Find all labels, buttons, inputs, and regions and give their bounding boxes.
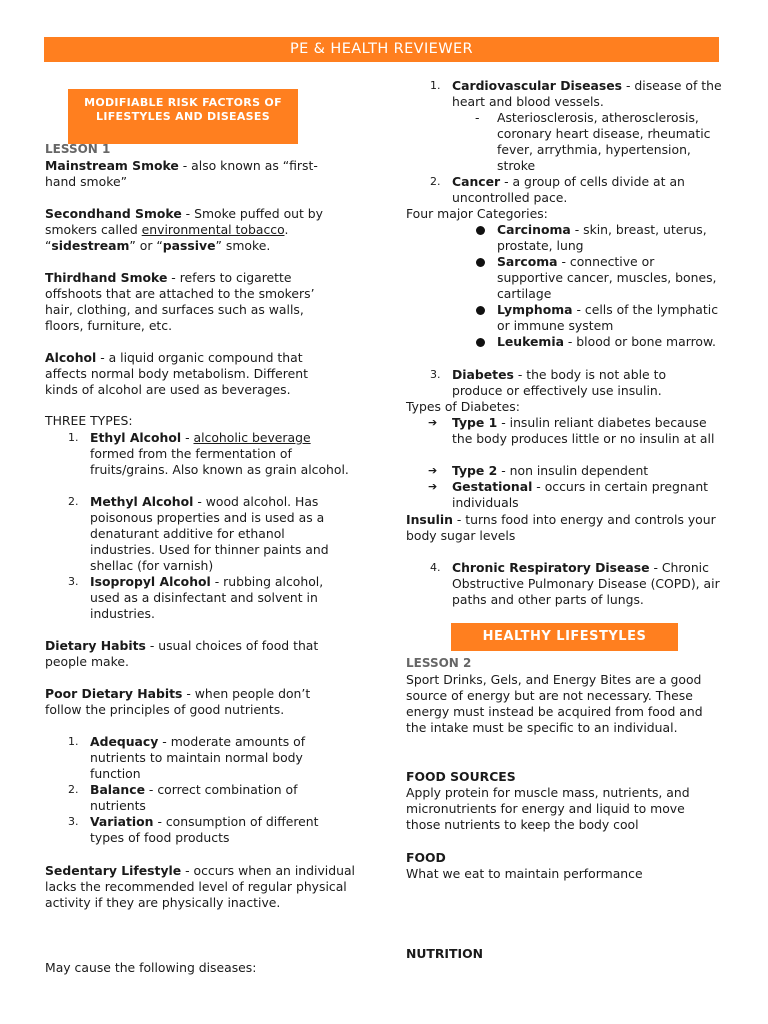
bullet-icon: [476, 226, 485, 235]
alcohol-types-list: [68, 430, 350, 622]
section-tag-risk-factors: MODIFIABLE RISK FACTORS OF LIFESTYLES AND DISEASES: [68, 89, 298, 144]
list-item: ➔ Type 2 - non insulin dependent: [428, 463, 649, 478]
thirdhand-smoke-definition: Thirdhand Smoke - refers to cigarette offshoots that are attached to the smokers’ hair, clothing, and surfaces such as walls, floors, furniture, etc.: [45, 270, 315, 333]
bullet-icon: [476, 338, 485, 347]
food-text: What we eat to maintain performance: [406, 866, 643, 881]
list-item: 3. Variation - consumption of different types of food products: [68, 814, 319, 845]
list-item: 3. Isopropyl Alcohol - rubbing alcohol, used as a disinfectant and solvent in industries.: [68, 574, 324, 621]
list-item: 1. Cardiovascular Diseases - disease of the heart and blood vessels.: [430, 78, 722, 109]
mainstream-smoke-definition: Mainstream Smoke - also known as “first-hand smoke”: [45, 158, 318, 189]
list-item: 2. Methyl Alcohol - wood alcohol. Has poisonous properties and is used as a denaturant additive for ethanol industries. Used for thinner paints and shellac (for varnish): [68, 494, 329, 573]
cardio-sublist: - Asteriosclerosis, atherosclerosis, coronary heart disease, rheumatic fever, arrythmia, hypertension, stroke: [475, 110, 711, 173]
list-item: 3. Diabetes - the body is not able to produce or effectively use insulin.: [430, 367, 667, 398]
lesson-1-label: LESSON 1: [45, 142, 111, 156]
list-item: 2. Balance - correct combination of nutrients: [68, 782, 298, 813]
diabetes-item: [430, 367, 692, 399]
diabetes-types-list: [428, 415, 717, 511]
dietary-habits-definition: Dietary Habits - usual choices of food that people make.: [45, 638, 319, 669]
list-item: 2. Cancer - a group of cells divide at an uncontrolled pace.: [430, 174, 685, 205]
cancer-item: [430, 174, 712, 206]
arrow-right-icon: ➔: [428, 480, 438, 493]
types-of-diabetes-heading: Types of Diabetes:: [406, 399, 520, 414]
cancer-categories-list: [497, 222, 722, 350]
list-item: Lymphoma - cells of the lymphatic or immune system: [497, 302, 722, 334]
alcohol-definition: Alcohol - a liquid organic compound that affects normal body metabolism. Different kinds of alcohol are used as beverages.: [45, 350, 308, 397]
food-sources-text: Apply protein for muscle mass, nutrients, and micronutrients for energy and liquid to move those nutrients to keep the body cool: [406, 785, 690, 832]
may-cause-text: May cause the following diseases:: [45, 960, 257, 975]
sedentary-lifestyle-definition: Sedentary Lifestyle - occurs when an individual lacks the recommended level of regular physical activity if they are physically inactive.: [45, 863, 355, 910]
secondhand-smoke-definition: Secondhand Smoke - Smoke puffed out by smokers called environmental tobacco. “sidestream” or “passive” smoke.: [45, 206, 324, 253]
list-item: ➔ Gestational - occurs in certain pregnant individuals: [428, 479, 709, 510]
bullet-icon: [476, 258, 485, 267]
lesson-2-label: LESSON 2: [406, 656, 472, 670]
list-item: ➔ Type 1 - insulin reliant diabetes because the body produces little or no insulin at all: [428, 415, 715, 446]
list-item: Leukemia - blood or bone marrow.: [497, 334, 722, 350]
insulin-definition: Insulin - turns food into energy and controls your body sugar levels: [406, 512, 716, 543]
section-tag-healthy-lifestyles: HEALTHY LIFESTYLES: [451, 623, 678, 651]
four-major-categories-heading: Four major Categories:: [406, 206, 548, 221]
dietary-principles-list: [68, 734, 330, 846]
food-heading: FOOD: [406, 850, 446, 865]
list-item: 4. Chronic Respiratory Disease - Chronic Obstructive Pulmonary Disease (COPD), air paths and other parts of lungs.: [430, 560, 720, 607]
food-sources-heading: FOOD SOURCES: [406, 769, 516, 784]
three-types-heading: THREE TYPES:: [45, 413, 133, 428]
sport-drinks-paragraph: Sport Drinks, Gels, and Energy Bites are a good source of energy but are not necessary. These energy must instead be acquired from food and the intake must be specific to an individual.: [406, 672, 703, 735]
arrow-right-icon: ➔: [428, 416, 438, 429]
cardiovascular-item: [430, 78, 722, 174]
list-item: Sarcoma - connective or supportive cancer, muscles, bones, cartilage: [497, 254, 722, 302]
list-item: 1. Ethyl Alcohol - alcoholic beverage formed from the fermentation of fruits/grains. Also known as grain alcohol.: [68, 430, 349, 477]
page-title-banner: PE & HEALTH REVIEWER: [44, 37, 719, 62]
list-item: Carcinoma - skin, breast, uterus, prostate, lung: [497, 222, 722, 254]
nutrition-heading: NUTRITION: [406, 946, 483, 961]
food-sources-section: [406, 769, 718, 833]
respiratory-item: [430, 560, 724, 608]
food-section: [406, 850, 718, 882]
bullet-icon: [476, 306, 485, 315]
list-item: 1. Adequacy - moderate amounts of nutrients to maintain normal body function: [68, 734, 306, 781]
arrow-right-icon: ➔: [428, 464, 438, 477]
poor-dietary-habits-definition: Poor Dietary Habits - when people don’t follow the principles of good nutrients.: [45, 686, 311, 717]
